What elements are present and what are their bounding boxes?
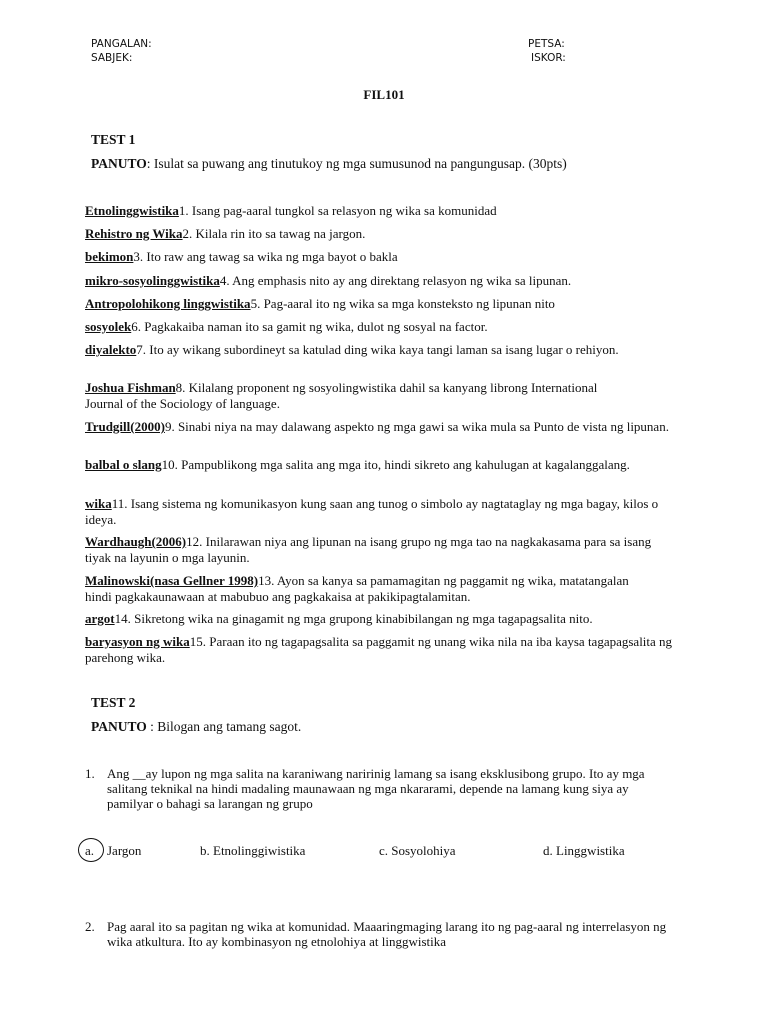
- date-label: PETSA:: [528, 38, 565, 50]
- list-item: [85, 319, 685, 335]
- item-text: 7. Ito ay wikang subordineyt sa katulad ding wika kaya tangi laman sa isang lugar o rehiyon.: [136, 342, 619, 357]
- list-item: [85, 573, 645, 604]
- list-item: [85, 380, 625, 411]
- instruction-text: : Bilogan ang tamang sagot.: [146, 719, 302, 734]
- test1-instruction: [91, 156, 567, 172]
- list-item: [85, 457, 630, 473]
- item-text: 8. Kilalang proponent ng sosyolingwistika dahil sa kanyang librong International Journal of the Sociology of language.: [85, 380, 598, 411]
- item-text: 15. Paraan ito ng tagapagsalita sa paggamit ng unang wika nila na iba kaysa tagapagsalita ng parehong wika.: [85, 634, 673, 665]
- answer: Wardhaugh(2006): [85, 534, 187, 549]
- answer: bekimon: [85, 249, 134, 264]
- list-item: [85, 534, 675, 565]
- item-text: 6. Pagkakaiba naman ito sa gamit ng wika, dulot ng sosyal na factor.: [131, 319, 488, 334]
- item-text: 14. Sikretong wika na ginagamit ng mga grupong kinabibilangan ng mga tagapagsalita nito.: [114, 611, 593, 626]
- item-text: 4. Ang emphasis nito ay ang direktang relasyon ng wika sa lipunan.: [219, 273, 572, 288]
- score-label: ISKOR:: [531, 52, 566, 64]
- answer: diyalekto: [85, 342, 137, 357]
- item-text: 3. Ito raw ang tawag sa wika ng mga bayot o bakla: [133, 249, 398, 264]
- question-number: 1.: [85, 766, 95, 781]
- instruction-label: PANUTO: [91, 719, 147, 734]
- answer: Malinowski(nasa Gellner 1998): [85, 573, 259, 588]
- name-label: PANGALAN:: [91, 38, 152, 50]
- page-title: FIL101: [363, 87, 405, 102]
- list-item: [85, 634, 675, 665]
- list-item: [85, 203, 685, 219]
- list-item: [85, 611, 695, 627]
- item-text: 11. Isang sistema ng komunikasyon kung saan ang tunog o simbolo ay nagtataglay ng mga bagay, kilos o ideya.: [85, 496, 659, 527]
- instruction-text: : Isulat sa puwang ang tinutukoy ng mga sumusunod na pangungusap. (30pts): [146, 156, 567, 171]
- answer: baryasyon ng wika: [85, 634, 190, 649]
- item-text: 9. Sinabi niya na may dalawang aspekto ng mga gawi sa wika mula sa Punto de vista ng lipunan.: [164, 419, 669, 434]
- answer: wika: [85, 496, 112, 511]
- list-item: [85, 496, 675, 527]
- test2-instruction: [91, 719, 301, 735]
- test2-heading: TEST 2: [91, 695, 136, 710]
- answer: sosyolek: [85, 319, 132, 334]
- answer: argot: [85, 611, 115, 626]
- item-text: 2. Kilala rin ito sa tawag na jargon.: [182, 226, 366, 241]
- question-text: Pag aaral ito sa pagitan ng wika at komunidad. Maaaringmaging larang ito ng pag-aaral ng interrelasyon ng wika atkultura. Ito ay kombinasyon ng etnolohiya at linggwistika: [107, 919, 667, 949]
- answer: Trudgill(2000): [85, 419, 165, 434]
- choice-d[interactable]: d. Linggwistika: [543, 843, 625, 858]
- list-item: [85, 226, 685, 242]
- item-text: 1. Isang pag-aaral tungkol sa relasyon ng wika sa komunidad: [178, 203, 497, 218]
- instruction-label: PANUTO: [91, 156, 147, 171]
- subject-label: SABJEK:: [91, 52, 133, 64]
- answer: balbal o slang: [85, 457, 162, 472]
- answer: Etnolinggwistika: [85, 203, 179, 218]
- question-2: [85, 919, 675, 949]
- choice-c[interactable]: c. Sosyolohiya: [379, 843, 456, 858]
- list-item: [85, 419, 670, 435]
- question-1: [85, 766, 675, 811]
- list-item: [85, 273, 685, 289]
- list-item: [85, 342, 660, 358]
- choice-b[interactable]: b. Etnolinggiwistika: [200, 843, 306, 858]
- test1-heading: TEST 1: [91, 132, 136, 147]
- list-item: [85, 249, 685, 265]
- choice-a-letter[interactable]: a.: [85, 843, 95, 858]
- item-text: 12. Inilarawan niya ang lipunan na isang grupo ng mga tao na nagkakasama para sa isang tiyak na layunin o mga layunin.: [85, 534, 652, 565]
- choice-a[interactable]: Jargon: [107, 843, 142, 858]
- answer: mikro-sosyolinggwistika: [85, 273, 220, 288]
- item-text: 10. Pampublikong mga salita ang mga ito, hindi sikreto ang kahulugan at kagalanggalang.: [161, 457, 630, 472]
- item-text: 5. Pag-aaral ito ng wika sa mga konsteksto ng lipunan nito: [250, 296, 555, 311]
- answer: Rehistro ng Wika: [85, 226, 183, 241]
- answer: Antropolohikong linggwistika: [85, 296, 251, 311]
- item-text: 13. Ayon sa kanya sa pamamagitan ng paggamit ng wika, matatangalan hindi pagkakaunawaan at mabubuo ang pagkakaisa at pakikipagtalamitan.: [85, 573, 629, 604]
- answer: Joshua Fishman: [85, 380, 176, 395]
- question-text: Ang __ay lupon ng mga salita na karaniwang naririnig lamang sa isang eksklusibong grupo. Ito ay mga salitang teknikal na hindi madaling maunawaan ng mga nkararami, depende na lamang kung siya ay pamilyar o bahagi sa larangan ng grupo: [107, 766, 645, 811]
- list-item: [85, 296, 685, 312]
- question-number: 2.: [85, 919, 95, 934]
